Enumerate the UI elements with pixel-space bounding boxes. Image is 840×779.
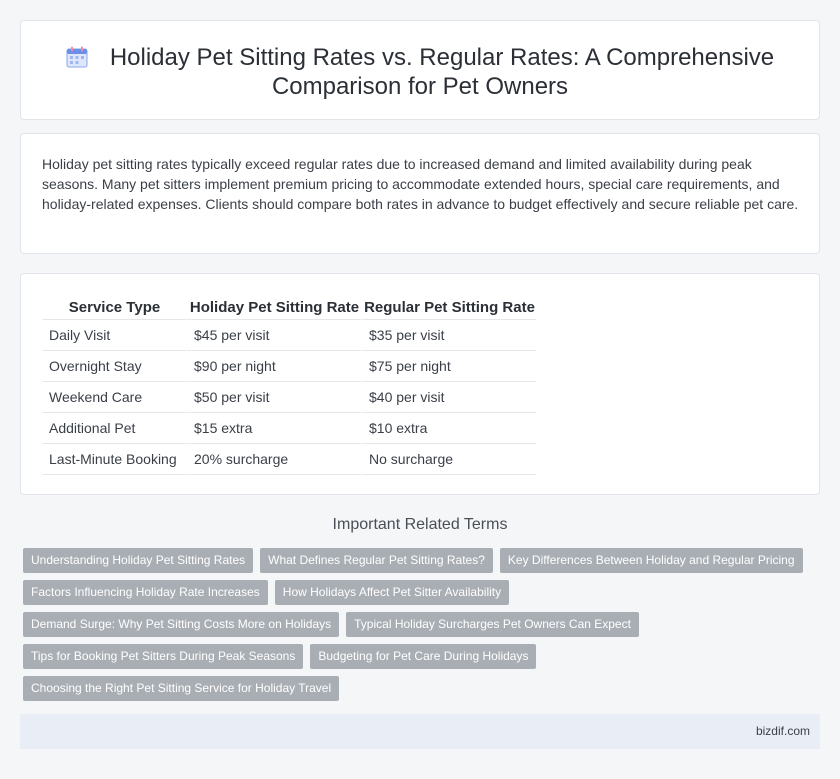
page-title — [21, 43, 819, 101]
cell-holiday: 20% surcharge — [186, 444, 361, 475]
cell-service: Overnight Stay — [43, 351, 186, 382]
related-term-link[interactable]: How Holidays Affect Pet Sitter Availability — [275, 580, 509, 605]
cell-service: Additional Pet — [43, 413, 186, 444]
cell-holiday: $45 per visit — [186, 320, 361, 351]
related-term-link[interactable]: What Defines Regular Pet Sitting Rates? — [260, 548, 493, 573]
related-term-link[interactable]: Understanding Holiday Pet Sitting Rates — [23, 548, 253, 573]
cell-holiday: $90 per night — [186, 351, 361, 382]
title-line-1: Holiday Pet Sitting Rates vs. Regular Rates: A Comprehensive — [109, 44, 775, 71]
cell-service: Last-Minute Booking — [43, 444, 186, 475]
table-card — [20, 273, 820, 495]
related-terms-list — [23, 548, 823, 708]
cell-holiday: $50 per visit — [186, 382, 361, 413]
related-term-link[interactable]: Budgeting for Pet Care During Holidays — [310, 644, 536, 669]
intro-paragraph: Holiday pet sitting rates typically exceed regular rates due to increased demand and limited availability during peak seasons. Many pet sitters implement premium pricing to accommodate extended hours, special care requirements, and holiday-related expenses. Clients should compare both rates in advance to budget effectively and secure reliable pet care. — [42, 156, 799, 212]
title-line-2: Comparison for Pet Owners — [271, 73, 569, 100]
header-regular-rate: Regular Pet Sitting Rate — [361, 296, 536, 320]
cell-service: Daily Visit — [43, 320, 186, 351]
related-terms-heading: Important Related Terms — [332, 516, 508, 533]
related-term-link[interactable]: Typical Holiday Surcharges Pet Owners Can Expect — [346, 612, 639, 637]
table-row — [43, 413, 536, 444]
cell-regular: $75 per night — [361, 351, 536, 382]
related-term-link[interactable]: Choosing the Right Pet Sitting Service for Holiday Travel — [23, 676, 339, 701]
related-term-link[interactable]: Key Differences Between Holiday and Regular Pricing — [500, 548, 803, 573]
calendar-icon — [66, 46, 88, 68]
cell-service: Weekend Care — [43, 382, 186, 413]
cell-regular: $40 per visit — [361, 382, 536, 413]
cell-holiday: $15 extra — [186, 413, 361, 444]
related-term-link[interactable]: Factors Influencing Holiday Rate Increases — [23, 580, 268, 605]
related-term-link[interactable]: Demand Surge: Why Pet Sitting Costs More on Holidays — [23, 612, 339, 637]
footer — [20, 714, 820, 749]
header-service-type: Service Type — [43, 296, 186, 320]
table-row — [43, 444, 536, 475]
table-row — [43, 382, 536, 413]
title-card — [20, 20, 820, 120]
cell-regular: $10 extra — [361, 413, 536, 444]
table-row — [43, 351, 536, 382]
table-row — [43, 320, 536, 351]
table-header-row — [43, 296, 536, 320]
header-holiday-rate: Holiday Pet Sitting Rate — [186, 296, 361, 320]
related-term-link[interactable]: Tips for Booking Pet Sitters During Peak Seasons — [23, 644, 303, 669]
cell-regular: No surcharge — [361, 444, 536, 475]
rates-table — [43, 296, 536, 475]
cell-regular: $35 per visit — [361, 320, 536, 351]
footer-brand[interactable]: bizdif.com — [755, 724, 810, 738]
intro-card — [20, 133, 820, 254]
